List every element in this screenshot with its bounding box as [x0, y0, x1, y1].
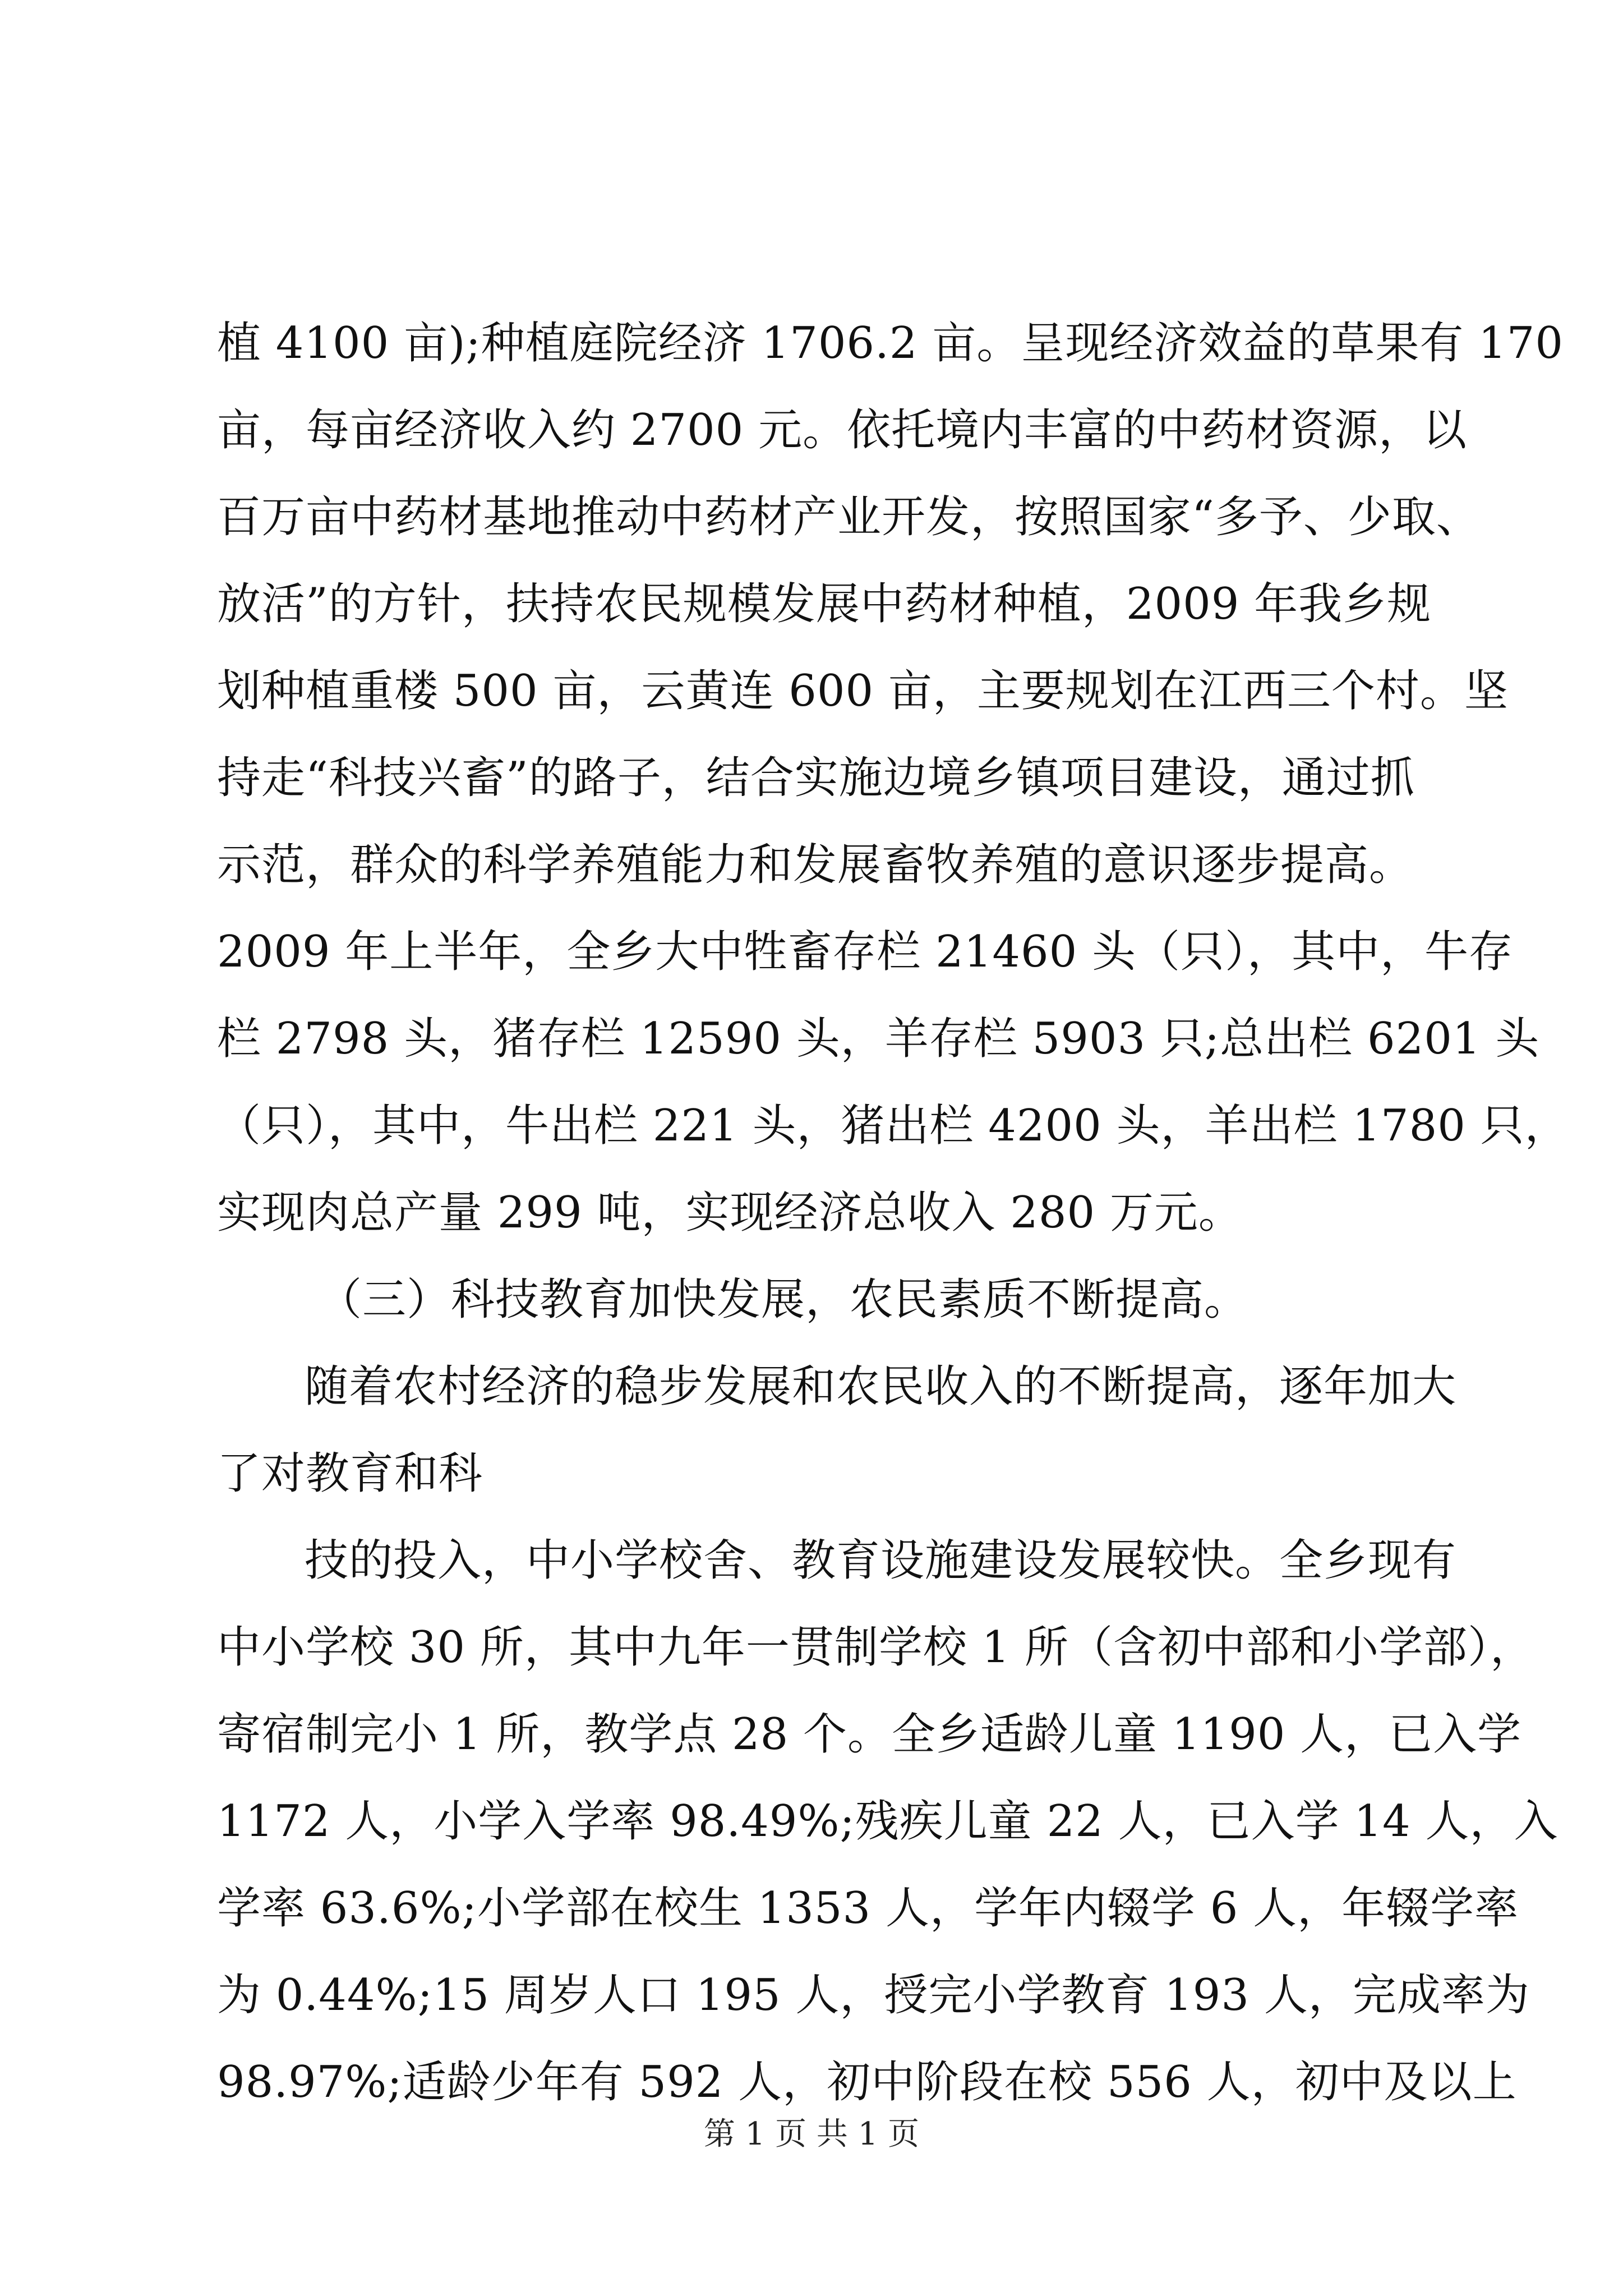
- text-line: （只），其中，牛出栏 221 头，猪出栏 4200 头，羊出栏 1780 只，: [217, 1101, 1569, 1151]
- text-line: 百万亩中药材基地推动中药材产业开发，按照国家“多予、少取、: [217, 492, 1481, 542]
- text-line: 亩，每亩经济收入约 2700 元。依托境内丰富的中药材资源，以: [217, 405, 1468, 455]
- text-line: 持走“科技兴畜”的路子，结合实施边境乡镇项目建设，通过抓: [217, 753, 1415, 803]
- section-heading: （三）科技教育加快发展，农民素质不断提高。: [318, 1274, 1249, 1325]
- text-line: 技的投入，中小学校舍、教育设施建设发展较快。全乡现有: [305, 1535, 1457, 1586]
- text-line: 栏 2798 头，猪存栏 12590 头，羊存栏 5903 只;总出栏 6201 头: [217, 1014, 1540, 1064]
- text-line: 实现肉总产量 299 吨，实现经济总收入 280 万元。: [217, 1188, 1243, 1238]
- text-line: 2009 年上半年，全乡大中牲畜存栏 21460 头（只），其中，牛存: [217, 927, 1514, 977]
- text-line: 放活”的方针，扶持农民规模发展中药材种植，2009 年我乡规: [217, 579, 1432, 629]
- text-line: 1172 人，小学入学率 98.49%;残疾儿童 22 人，已入学 14 人，入: [217, 1796, 1559, 1847]
- text-line: 划种植重楼 500 亩，云黄连 600 亩，主要规划在江西三个村。坚: [217, 666, 1509, 716]
- text-line: 为 0.44%;15 周岁人口 195 人，授完小学教育 193 人，完成率为: [217, 1970, 1530, 2021]
- text-line: 学率 63.6%;小学部在校生 1353 人，学年内辍学 6 人，年辍学率: [217, 1883, 1519, 1934]
- text-line: 寄宿制完小 1 所，教学点 28 个。全乡适龄儿童 1190 人，已入学: [217, 1709, 1522, 1760]
- text-line: 植 4100 亩);种植庭院经济 1706.2 亩。呈现经济效益的草果有 170: [217, 318, 1564, 369]
- text-line: 中小学校 30 所，其中九年一贯制学校 1 所（含初中部和小学部），: [217, 1622, 1535, 1673]
- page-footer: 第 1 页 共 1 页: [703, 2116, 920, 2152]
- text-line: 随着农村经济的稳步发展和农民收入的不断提高，逐年加大: [305, 1361, 1457, 1412]
- text-line: 了对教育和科: [217, 1448, 483, 1499]
- text-line: 98.97%;适龄少年有 592 人，初中阶段在校 556 人，初中及以上: [217, 2057, 1517, 2108]
- text-line: 示范，群众的科学养殖能力和发展畜牧养殖的意识逐步提高。: [217, 840, 1414, 890]
- body-text: [217, 300, 1569, 2126]
